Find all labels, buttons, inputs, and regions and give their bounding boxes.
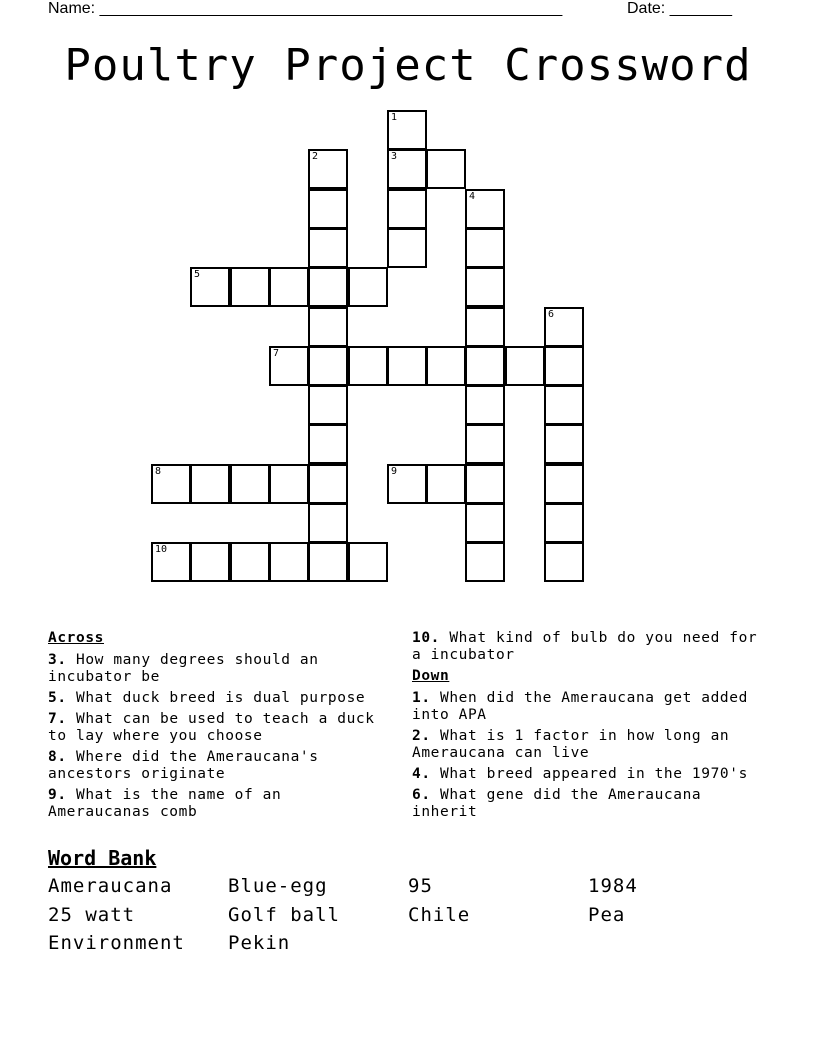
clue-number: 1. <box>412 690 431 706</box>
crossword-cell[interactable] <box>308 503 348 543</box>
word-bank-item: Pea <box>588 904 626 926</box>
crossword-cell[interactable] <box>308 307 348 347</box>
crossword-cell[interactable] <box>465 346 505 386</box>
cell-number: 7 <box>273 348 280 359</box>
clue-across-10 <box>412 630 772 664</box>
crossword-cell[interactable] <box>465 424 505 464</box>
cell-number: 9 <box>391 466 398 477</box>
clues-right-column <box>412 630 772 825</box>
cell-number: 10 <box>155 544 168 555</box>
clue-across-9 <box>48 787 378 821</box>
crossword-cell[interactable] <box>544 307 584 347</box>
crossword-cell[interactable] <box>465 503 505 543</box>
clue-number: 3. <box>48 652 67 668</box>
crossword-cell[interactable] <box>387 149 427 189</box>
clue-number: 10. <box>412 630 440 646</box>
crossword-cell[interactable] <box>308 189 348 229</box>
crossword-cell[interactable] <box>308 542 348 582</box>
crossword-cell[interactable] <box>465 307 505 347</box>
across-heading: Across <box>48 630 104 646</box>
crossword-cell[interactable] <box>387 228 427 268</box>
cell-number: 1 <box>391 112 398 123</box>
crossword-cell[interactable] <box>465 189 505 229</box>
clue-across-7 <box>48 711 378 745</box>
crossword-cell[interactable] <box>465 464 505 504</box>
clue-down-1 <box>412 690 772 724</box>
crossword-cell[interactable] <box>544 464 584 504</box>
crossword-cell[interactable] <box>230 464 270 504</box>
word-bank-item: Pekin <box>228 932 291 954</box>
crossword-cell[interactable] <box>465 385 505 425</box>
crossword-cell[interactable] <box>387 346 427 386</box>
clue-number: 4. <box>412 766 431 782</box>
cell-number: 6 <box>548 309 555 320</box>
clue-text: What kind of bulb do you need for a incubator <box>412 630 758 663</box>
name-field-label: Name: ____________________________________________________ <box>48 0 563 17</box>
clue-down-4 <box>412 766 772 783</box>
date-field-label: Date: _______ <box>627 0 732 17</box>
clue-number: 6. <box>412 787 431 803</box>
crossword-cell[interactable] <box>348 542 388 582</box>
crossword-cell[interactable] <box>190 267 230 307</box>
cell-number: 2 <box>312 151 319 162</box>
clue-text: What is 1 factor in how long an Ameraucana can live <box>412 728 730 761</box>
crossword-cell[interactable] <box>269 346 309 386</box>
crossword-cell[interactable] <box>387 110 427 150</box>
word-bank-item: Golf ball <box>228 904 340 926</box>
crossword-cell[interactable] <box>544 424 584 464</box>
down-heading: Down <box>412 668 450 684</box>
crossword-cell[interactable] <box>269 267 309 307</box>
crossword-cell[interactable] <box>348 346 388 386</box>
crossword-cell[interactable] <box>544 385 584 425</box>
crossword-cell[interactable] <box>308 346 348 386</box>
crossword-cell[interactable] <box>308 228 348 268</box>
clue-text: What can be used to teach a duck to lay where you choose <box>48 711 375 744</box>
crossword-cell[interactable] <box>348 267 388 307</box>
clue-number: 5. <box>48 690 67 706</box>
crossword-cell[interactable] <box>544 346 584 386</box>
crossword-cell[interactable] <box>308 385 348 425</box>
clue-text: When did the Ameraucana get added into APA <box>412 690 748 723</box>
crossword-cell[interactable] <box>426 149 466 189</box>
page-title: Poultry Project Crossword <box>64 40 752 91</box>
word-bank-item: Blue-egg <box>228 875 328 897</box>
crossword-cell[interactable] <box>269 542 309 582</box>
word-bank-title: Word Bank <box>48 846 157 870</box>
cell-number: 8 <box>155 466 162 477</box>
clue-text: What is the name of an Ameraucanas comb <box>48 787 282 820</box>
crossword-cell[interactable] <box>190 542 230 582</box>
clues-left-column <box>48 630 378 825</box>
crossword-cell[interactable] <box>426 346 466 386</box>
clue-number: 7. <box>48 711 67 727</box>
crossword-cell[interactable] <box>465 542 505 582</box>
crossword-cell[interactable] <box>190 464 230 504</box>
clue-text: What breed appeared in the 1970's <box>440 766 748 782</box>
clue-down-6 <box>412 787 772 821</box>
word-bank-item: Environment <box>48 932 185 954</box>
cell-number: 3 <box>391 151 398 162</box>
crossword-cell[interactable] <box>151 542 191 582</box>
crossword-cell[interactable] <box>426 464 466 504</box>
crossword-cell[interactable] <box>308 464 348 504</box>
clue-across-3 <box>48 652 378 686</box>
crossword-cell[interactable] <box>308 149 348 189</box>
clue-text: What duck breed is dual purpose <box>76 690 366 706</box>
clue-number: 2. <box>412 728 431 744</box>
crossword-cell[interactable] <box>465 228 505 268</box>
clue-text: How many degrees should an incubator be <box>48 652 319 685</box>
word-bank-item: Chile <box>408 904 471 926</box>
clue-text: Where did the Ameraucana's ancestors originate <box>48 749 319 782</box>
crossword-cell[interactable] <box>308 424 348 464</box>
crossword-cell[interactable] <box>544 542 584 582</box>
crossword-cell[interactable] <box>387 464 427 504</box>
word-bank-item: 1984 <box>588 875 638 897</box>
crossword-cell[interactable] <box>465 267 505 307</box>
cell-number: 4 <box>469 191 476 202</box>
crossword-cell[interactable] <box>230 542 270 582</box>
word-bank-item: 25 watt <box>48 904 136 926</box>
word-bank-item: Ameraucana <box>48 875 173 897</box>
clue-text: What gene did the Ameraucana inherit <box>412 787 702 820</box>
crossword-cell[interactable] <box>151 464 191 504</box>
clue-number: 8. <box>48 749 67 765</box>
crossword-cell[interactable] <box>387 189 427 229</box>
clue-across-8 <box>48 749 378 783</box>
clue-across-5 <box>48 690 378 707</box>
crossword-cell[interactable] <box>544 503 584 543</box>
cell-number: 5 <box>194 269 201 280</box>
word-bank-item: 95 <box>408 875 433 897</box>
crossword-cell[interactable] <box>505 346 545 386</box>
clue-down-2 <box>412 728 772 762</box>
crossword-cell[interactable] <box>308 267 348 307</box>
crossword-cell[interactable] <box>269 464 309 504</box>
clue-number: 9. <box>48 787 67 803</box>
crossword-cell[interactable] <box>230 267 270 307</box>
